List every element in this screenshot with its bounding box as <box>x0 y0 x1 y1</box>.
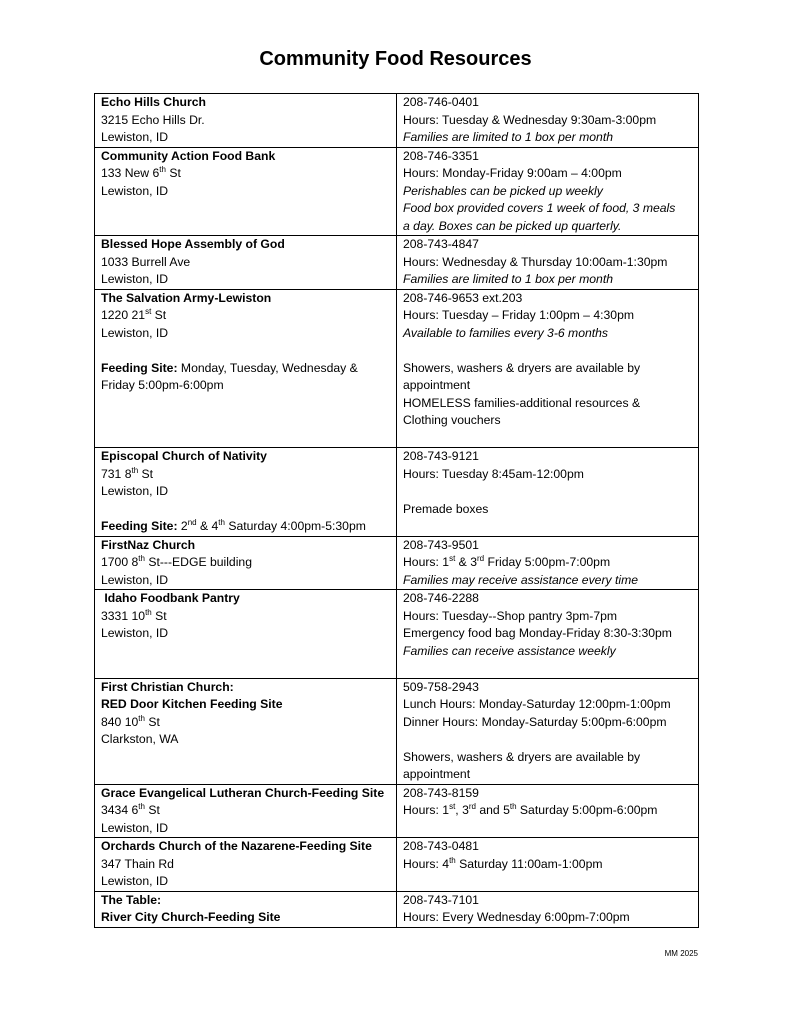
location-cell <box>95 678 397 784</box>
resource-hours: Hours: 1st & 3rd Friday 5:00pm-7:00pm <box>403 553 611 569</box>
resource-phone: 208-743-7101 <box>403 892 479 907</box>
resource-name: Grace Evangelical Lutheran Church-Feeding Site <box>101 785 385 800</box>
location-cell <box>95 448 397 537</box>
resource-city: Clarkston, WA <box>101 732 179 746</box>
location-cell <box>95 838 397 892</box>
resource-name: Orchards Church of the Nazarene-Feeding Site <box>101 839 372 853</box>
location-cell <box>95 784 397 838</box>
resource-city: Lewiston, ID <box>101 183 169 198</box>
resource-extra: Clothing vouchers <box>403 413 501 427</box>
resource-hours: Hours: Wednesday & Thursday 10:00am-1:30pm <box>403 254 668 269</box>
resource-name: River City Church-Feeding Site <box>101 910 281 924</box>
table-row <box>95 784 699 838</box>
resource-name: The Table: <box>101 892 162 907</box>
details-cell <box>397 678 699 784</box>
resource-phone: 208-746-2288 <box>403 591 479 605</box>
resource-extra: Showers, washers & dryers are available by <box>403 749 641 764</box>
resource-phone: 208-743-9121 <box>403 449 479 463</box>
resource-address: 3434 6th St <box>101 801 160 817</box>
resource-name: The Salvation Army-Lewiston <box>101 290 272 305</box>
resource-city: Lewiston, ID <box>101 626 169 640</box>
resource-city: Lewiston, ID <box>101 272 169 286</box>
resource-hours: Hours: Tuesday – Friday 1:00pm – 4:30pm <box>403 308 635 322</box>
resource-hours: Hours: 1st, 3rd and 5th Saturday 5:00pm-6:00pm <box>403 801 658 817</box>
resource-hours: Hours: 4th Saturday 11:00am-1:00pm <box>403 855 603 871</box>
resource-note: Premade boxes <box>403 501 489 516</box>
resource-name: Blessed Hope Assembly of God <box>101 237 285 251</box>
resource-note: a day. Boxes can be picked up quarterly. <box>403 218 622 233</box>
location-cell <box>95 891 397 927</box>
resource-table <box>94 93 699 928</box>
resource-name: FirstNaz Church <box>101 537 196 552</box>
resource-note: Families are limited to 1 box per month <box>403 130 613 144</box>
resource-name: Community Action Food Bank <box>101 148 276 163</box>
location-cell <box>95 147 397 236</box>
resource-phone: 208-743-4847 <box>403 237 479 251</box>
resource-extra: appointment <box>403 767 471 781</box>
resource-note: Available to families every 3-6 months <box>403 325 609 340</box>
resource-address: 840 10th St <box>101 713 160 729</box>
resource-hours: Dinner Hours: Monday-Saturday 5:00pm-6:00pm <box>403 714 667 729</box>
resource-city: Lewiston, ID <box>101 820 169 835</box>
table-row <box>95 236 699 290</box>
footer-note: MM 2025 <box>664 949 698 958</box>
details-cell <box>397 147 699 236</box>
feeding-site: Feeding Site: Monday, Tuesday, Wednesday & <box>101 360 358 375</box>
table-row <box>95 147 699 236</box>
resource-note: Families may receive assistance every time <box>403 572 639 587</box>
table-row <box>95 891 699 927</box>
resource-note: Families can receive assistance weekly <box>403 643 616 658</box>
resource-phone: 509-758-2943 <box>403 679 479 694</box>
resource-phone: 208-746-3351 <box>403 148 479 163</box>
resource-hours: Lunch Hours: Monday-Saturday 12:00pm-1:00pm <box>403 697 671 711</box>
resource-extra: Showers, washers & dryers are available by <box>403 360 641 375</box>
resource-address: 1220 21st St <box>101 306 167 322</box>
details-cell <box>397 784 699 838</box>
table-row <box>95 590 699 679</box>
resource-name: Echo Hills Church <box>101 95 206 109</box>
details-cell <box>397 236 699 290</box>
feeding-site: Friday 5:00pm-6:00pm <box>101 378 224 392</box>
resource-phone: 208-743-8159 <box>403 785 479 800</box>
details-cell <box>397 289 699 448</box>
resource-address: 3331 10th St <box>101 607 167 623</box>
resource-phone: 208-746-9653 ext.203 <box>403 290 523 305</box>
resource-city: Lewiston, ID <box>101 484 169 498</box>
resource-hours: Hours: Tuesday & Wednesday 9:30am-3:00pm <box>403 112 657 127</box>
resource-hours: Hours: Tuesday--Shop pantry 3pm-7pm <box>403 608 618 623</box>
resource-name: Idaho Foodbank Pantry <box>101 591 240 605</box>
resource-extra: HOMELESS families-additional resources & <box>403 395 641 410</box>
table-row <box>95 536 699 590</box>
resource-extra: appointment <box>403 378 471 392</box>
resource-phone: 208-743-0481 <box>403 839 479 853</box>
resource-address: 731 8th St <box>101 465 154 481</box>
resource-hours: Hours: Every Wednesday 6:00pm-7:00pm <box>403 910 630 924</box>
resource-address: 1033 Burrell Ave <box>101 254 191 269</box>
resource-name: First Christian Church: <box>101 679 234 694</box>
feeding-site: Feeding Site: 2nd & 4th Saturday 4:00pm-5:30pm <box>101 517 366 533</box>
resource-phone: 208-746-0401 <box>403 95 479 109</box>
resource-hours: Hours: Tuesday 8:45am-12:00pm <box>403 466 584 481</box>
resource-phone: 208-743-9501 <box>403 537 479 552</box>
table-row <box>95 289 699 448</box>
details-cell <box>397 448 699 537</box>
resource-address: 3215 Echo Hills Dr. <box>101 112 205 127</box>
details-cell <box>397 838 699 892</box>
location-cell <box>95 94 397 148</box>
details-cell <box>397 536 699 590</box>
table-row <box>95 448 699 537</box>
details-cell <box>397 94 699 148</box>
table-row <box>95 838 699 892</box>
resource-address: 347 Thain Rd <box>101 856 174 871</box>
resource-note: Food box provided covers 1 week of food, 3 meals <box>403 201 676 215</box>
details-cell <box>397 891 699 927</box>
location-cell <box>95 236 397 290</box>
location-cell <box>95 536 397 590</box>
details-cell <box>397 590 699 679</box>
resource-name: RED Door Kitchen Feeding Site <box>101 697 283 711</box>
table-row <box>95 94 699 148</box>
resource-city: Lewiston, ID <box>101 325 169 340</box>
resource-note: Families are limited to 1 box per month <box>403 272 613 286</box>
resource-hours: Emergency food bag Monday-Friday 8:30-3:30pm <box>403 626 672 640</box>
resource-address: 133 New 6th St <box>101 164 181 180</box>
resource-note: Perishables can be picked up weekly <box>403 183 603 198</box>
resource-city: Lewiston, ID <box>101 572 169 587</box>
resource-hours: Hours: Monday-Friday 9:00am – 4:00pm <box>403 166 622 180</box>
resource-city: Lewiston, ID <box>101 130 169 144</box>
location-cell <box>95 590 397 679</box>
page-title: Community Food Resources <box>259 48 532 70</box>
table-row <box>95 678 699 784</box>
resource-city: Lewiston, ID <box>101 874 169 888</box>
resource-name: Episcopal Church of Nativity <box>101 449 267 463</box>
location-cell <box>95 289 397 448</box>
resource-address: 1700 8th St---EDGE building <box>101 553 252 569</box>
